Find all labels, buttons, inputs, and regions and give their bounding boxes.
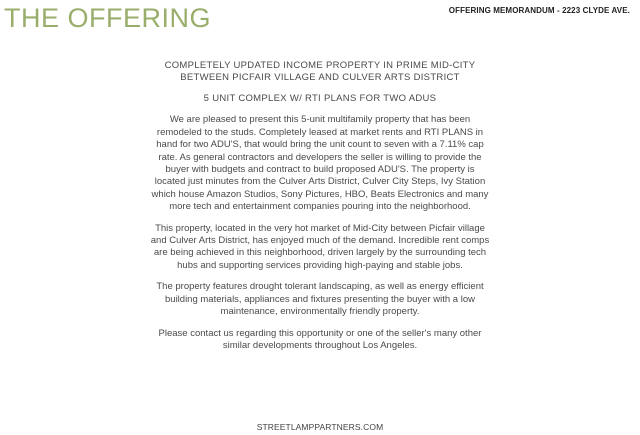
offering-headline: COMPLETELY UPDATED INCOME PROPERTY IN PRIME MID-CITY BETWEEN PICFAIR VILLAGE AND CULVER ARTS DISTRICT — [164, 60, 476, 83]
footer-website-link[interactable]: STREETLAMPPARTNERS.COM — [256, 422, 384, 432]
offering-subhead: 5 UNIT COMPLEX W/ RTI PLANS FOR TWO ADUS — [203, 93, 437, 104]
paragraph-features: The property features drought tolerant landscaping, as well as energy efficient building materials, appliances and fixtures presenting the buyer with a low maintenance, environmentally friendly property. — [156, 281, 484, 318]
paragraph-intro: We are pleased to present this 5-unit multifamily property that has been remodeled to the studs. Completely leased at market rents and RTI PLANS in hand for two ADU'S, that would bring the unit count to seven with a 7.11% cap rate. As general contractors and developers the seller is willing to provide the buyer with budgets and contract to build proposed ADU'S. The property is located just minutes from the Culver Arts District, Culver City Steps, Ivy Station which house Amazon Studios, Sony Pictures, HBO, Beats Electronics and many more tech and entertainment companies pouring into the neighborhood. — [151, 114, 489, 213]
offering-content — [150, 60, 490, 361]
paragraph-location: This property, located in the very hot market of Mid-City between Picfair village and Culver Arts District, has enjoyed much of the demand. Incredible rent comps are being achieved in this neighborhood, driven largely by the surrounding tech hubs and supporting services providing high-paying and stable jobs. — [150, 222, 490, 271]
page-title: THE OFFERING — [4, 3, 211, 33]
memorandum-header: OFFERING MEMORANDUM - 2223 CLYDE AVE. — [448, 6, 630, 15]
paragraph-contact: Please contact us regarding this opportunity or one of the seller's many other similar developments throughout Los Angeles. — [158, 327, 482, 351]
